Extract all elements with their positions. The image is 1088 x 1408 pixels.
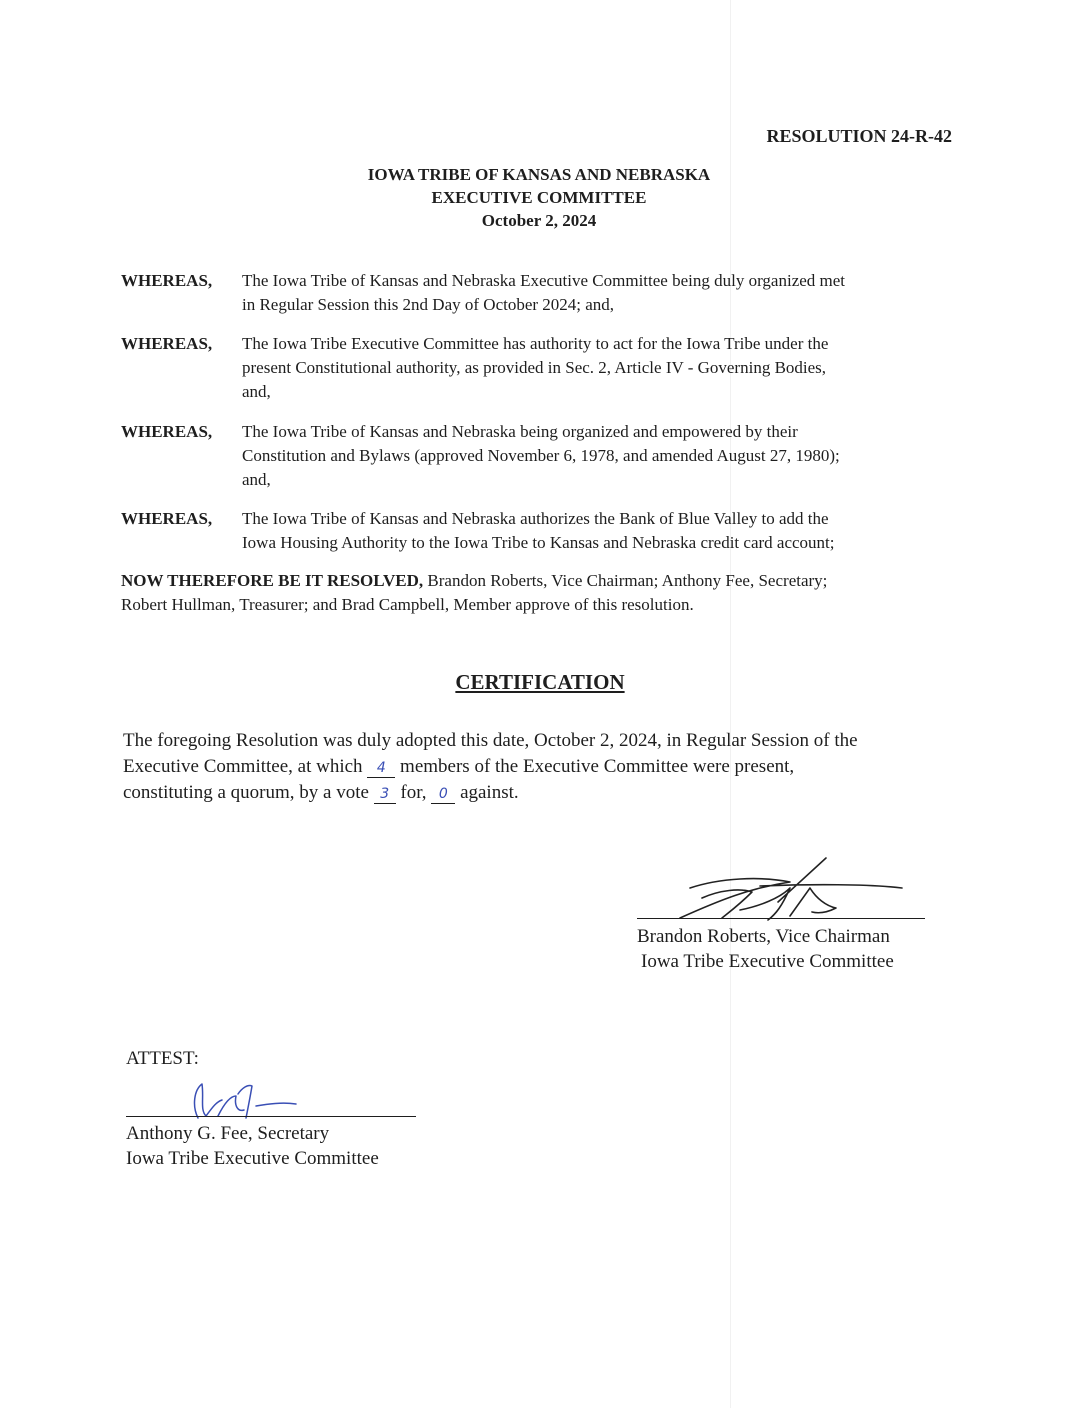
votes-for-value: 3: [380, 786, 390, 802]
votes-for-blank: [374, 784, 396, 804]
signature-stroke: [195, 1084, 296, 1118]
whereas-keyword: WHEREAS,: [121, 422, 213, 441]
vice-chairman-org: Iowa Tribe Executive Committee: [641, 951, 894, 972]
certification-fragment: constituting a quorum, by a vote: [123, 782, 374, 803]
whereas-keyword: WHEREAS,: [121, 334, 213, 353]
resolution-number: RESOLUTION 24-R-42: [766, 126, 952, 146]
header-organization: IOWA TRIBE OF KANSAS AND NEBRASKA: [367, 165, 711, 184]
whereas-text: [242, 507, 942, 555]
signature-line: [126, 1116, 416, 1117]
certification-line: [123, 754, 858, 780]
resolved-clause: [121, 569, 827, 617]
members-present-value: 4: [376, 760, 386, 776]
whereas-line: Iowa Housing Authority to the Iowa Tribe to Kansas and Nebraska credit card account;: [242, 533, 835, 552]
resolved-line-1: [121, 569, 827, 593]
secretary-name: Anthony G. Fee, Secretary: [126, 1123, 330, 1144]
votes-against-blank: [431, 784, 455, 804]
whereas-keyword: WHEREAS,: [121, 271, 213, 290]
resolved-keyword: NOW THEREFORE BE IT RESOLVED,: [121, 571, 424, 590]
votes-against-value: 0: [438, 786, 448, 802]
members-present-blank: [367, 758, 395, 778]
header-date: October 2, 2024: [481, 211, 597, 230]
certification-fragment: for,: [395, 782, 432, 803]
signature-stroke: [680, 858, 902, 920]
whereas-keyword: WHEREAS,: [121, 509, 213, 528]
vice-chairman-name: Brandon Roberts, Vice Chairman: [637, 926, 890, 947]
attest-label: ATTEST:: [126, 1048, 199, 1069]
whereas-line: The Iowa Tribe of Kansas and Nebraska Executive Committee being duly organized met: [242, 271, 846, 290]
document-header: [0, 163, 1078, 232]
certification-fragment: against.: [455, 782, 519, 803]
whereas-line: The Iowa Tribe of Kansas and Nebraska authorizes the Bank of Blue Valley to add the: [242, 509, 829, 528]
whereas-line: in Regular Session this 2nd Day of October 2024; and,: [242, 295, 615, 314]
whereas-line: The Iowa Tribe Executive Committee has authority to act for the Iowa Tribe under the: [242, 334, 829, 353]
whereas-line: and,: [242, 382, 271, 401]
certification-line: The foregoing Resolution was duly adopted this date, October 2, 2024, in Regular Session of the: [123, 730, 858, 751]
whereas-line: and,: [242, 470, 271, 489]
certification-text: [123, 728, 858, 806]
whereas-text: [242, 420, 942, 492]
secretary-org: Iowa Tribe Executive Committee: [126, 1148, 379, 1169]
vice-chairman-signature: [640, 848, 920, 928]
certification-line: [123, 780, 858, 806]
certification-fragment: Executive Committee, at which: [123, 756, 368, 777]
certification-fragment: members of the Executive Committee were present,: [395, 756, 795, 777]
whereas-line: Constitution and Bylaws (approved November 6, 1978, and amended August 27, 1980);: [242, 446, 840, 465]
whereas-text: [242, 269, 942, 317]
whereas-line: The Iowa Tribe of Kansas and Nebraska being organized and empowered by their: [242, 422, 798, 441]
signature-line: [637, 918, 925, 919]
vice-chairman-block: [637, 924, 894, 974]
resolved-line-2: Robert Hullman, Treasurer; and Brad Campbell, Member approve of this resolution.: [121, 595, 694, 614]
secretary-block: [126, 1121, 379, 1171]
resolved-text: Brandon Roberts, Vice Chairman; Anthony Fee, Secretary;: [423, 571, 828, 590]
whereas-text: [242, 332, 942, 404]
whereas-line: present Constitutional authority, as provided in Sec. 2, Article IV - Governing Bodies,: [242, 358, 827, 377]
certification-title: CERTIFICATION: [455, 670, 625, 694]
header-committee: EXECUTIVE COMMITTEE: [431, 188, 647, 207]
